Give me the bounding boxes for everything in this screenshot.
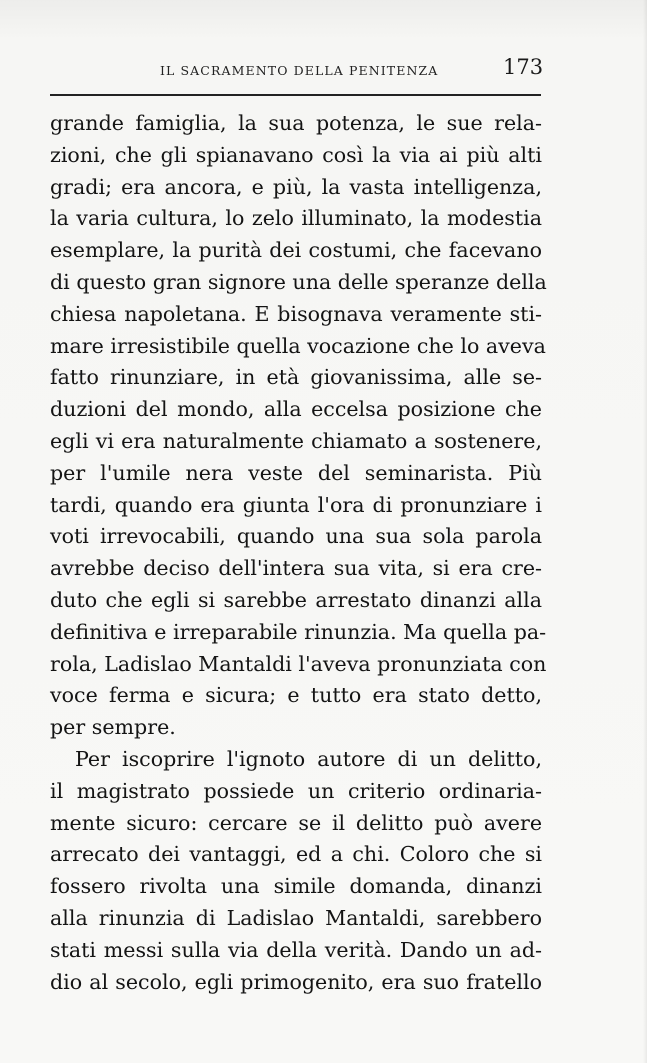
paragraph-start-line: Per iscoprire l'ignoto autore di un delitto,: [75, 746, 542, 771]
text-line: fossero rivolta una simile domanda, dinanzi: [50, 874, 542, 899]
text-line: per l'umile nera veste del seminarista. Più: [50, 460, 542, 485]
header-rule: [50, 94, 541, 96]
text-line: voti irrevocabili, quando una sua sola parola: [50, 524, 542, 549]
text-line: il magistrato possiede un criterio ordinaria-: [50, 778, 542, 803]
page-edge-shadow: [643, 0, 647, 1063]
text-line: mente sicuro: cercare se il delitto può avere: [50, 810, 542, 835]
text-line: duto che egli si sarebbe arrestato dinanzi alla: [50, 587, 542, 612]
text-line: esemplare, la purità dei costumi, che facevano: [50, 238, 542, 263]
page-number: 173: [503, 55, 544, 79]
running-title: IL SACRAMENTO DELLA PENITENZA: [160, 63, 439, 78]
text-line: arrecato dei vantaggi, ed a chi. Coloro che si: [50, 842, 542, 867]
text-line: gradi; era ancora, e più, la vasta intelligenza,: [50, 174, 542, 199]
text-line: grande famiglia, la sua potenza, le sue rela-: [50, 111, 542, 135]
text-line: rola, Ladislao Mantaldi l'aveva pronunziata con: [50, 651, 547, 676]
text-line: mare irresistibile quella vocazione che lo aveva: [50, 333, 546, 358]
text-line: di questo gran signore una delle speranze della: [50, 269, 547, 294]
text-line: tardi, quando era giunta l'ora di pronunziare i: [50, 492, 542, 517]
text-line: avrebbe deciso dell'intera sua vita, si era cre-: [50, 556, 542, 581]
text-line: egli vi era naturalmente chiamato a sostenere,: [50, 428, 542, 453]
paragraph-end-line: per sempre.: [50, 715, 176, 740]
text-line: stati messi sulla via della verità. Dando un ad-: [50, 937, 542, 962]
text-line: definitiva e irreparabile rinunzia. Ma quella pa-: [50, 619, 547, 644]
text-line: zioni, che gli spianavano così la via ai più alti: [50, 142, 542, 167]
text-line: duzioni del mondo, alla eccelsa posizione che: [50, 397, 542, 422]
body-text: [50, 108, 547, 998]
text-line: la varia cultura, lo zelo illuminato, la modestia: [50, 206, 542, 231]
text-line: chiesa napoletana. E bisognava veramente sti-: [50, 301, 542, 326]
text-line: alla rinunzia di Ladislao Mantaldi, sarebbero: [50, 905, 542, 930]
text-line: voce ferma e sicura; e tutto era stato detto,: [50, 683, 542, 708]
text-line: dio al secolo, egli primogenito, era suo fratello: [50, 969, 542, 994]
text-line: fatto rinunziare, in età giovanissima, alle se-: [50, 365, 542, 390]
